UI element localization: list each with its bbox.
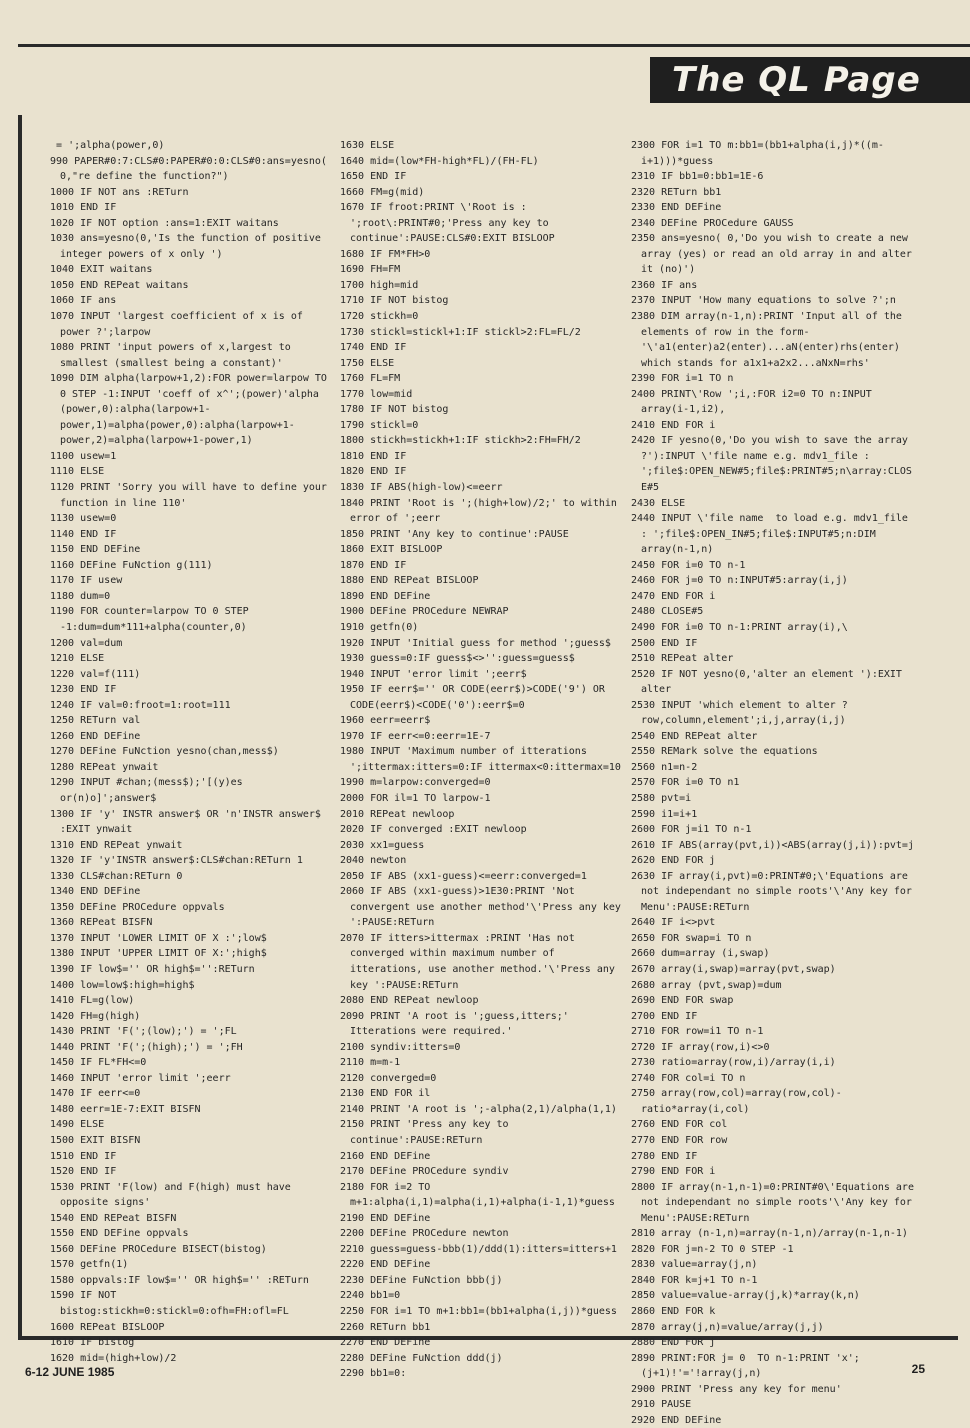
code-line: 2290 bb1=0: — [340, 1368, 407, 1380]
code-line: 2790 END FOR i — [631, 1166, 716, 1178]
code-line: 2890 PRINT:FOR j= 0 TO n-1:PRINT 'x';(j+1)!'='!array(j,n) — [631, 1352, 860, 1380]
code-line: 1870 END IF — [340, 559, 407, 571]
code-line: 2520 IF NOT yesno(0,'alter an element '):EXIT alter — [631, 668, 908, 696]
code-line: 2040 newton — [340, 855, 407, 867]
code-line: 2180 FOR i=2 TO m+1:alpha(i,1)=alpha(i,1)+alpha(i-1,1)*guess — [340, 1181, 615, 1209]
code-line: 1580 oppvals:IF low$='' OR high$='' :RETurn — [50, 1274, 309, 1286]
code-line: 2650 FOR swap=i TO n — [631, 932, 752, 944]
code-line: 2860 END FOR k — [631, 1306, 716, 1318]
code-line: 1840 PRINT 'Root is ';(high+low)/2;' to within error of ';eerr — [340, 497, 623, 525]
code-line: 1210 ELSE — [50, 653, 105, 665]
code-line: 2560 n1=n-2 — [631, 761, 698, 773]
code-line: 2710 FOR row=i1 TO n-1 — [631, 1026, 764, 1038]
code-line: 2280 DEFine FuNction ddd(j) — [340, 1352, 503, 1364]
code-line: 1090 DIM alpha(larpow+1,2):FOR power=larpow TO 0 STEP -1:INPUT 'coeff of x^';(power)'alpha (power,0):alpha(larpow+1-power,1)=alpha(power,0):alpha(larpow+1-power,2)=alpha(larpow+1-power,1) — [50, 373, 333, 447]
code-line: 1110 ELSE — [50, 466, 105, 478]
code-line: 2130 END FOR il — [340, 1088, 431, 1100]
code-line: 1730 stickl=stickl+1:IF stickl>2:FL=FL/2 — [340, 326, 581, 338]
code-line: 1160 DEFine FuNction g(111) — [50, 559, 213, 571]
code-line: 2720 IF array(row,i)<>0 — [631, 1041, 770, 1053]
code-line: 1910 getfn(0) — [340, 621, 419, 633]
code-line: 2380 DIM array(n-1,n):PRINT 'Input all of the elements of row in the form-'\'a1(enter)a2(enter)...aN(enter)rhs(enter) which stands for a1x1+a2x2...aNxN=rhs' — [631, 311, 908, 369]
code-line: 2660 dum=array (i,swap) — [631, 948, 770, 960]
code-line: 2470 END FOR i — [631, 590, 716, 602]
code-line: 1780 IF NOT bistog — [340, 404, 449, 416]
code-line: 2910 PAUSE — [631, 1399, 692, 1411]
code-line: 2690 END FOR swap — [631, 995, 734, 1007]
code-line: 1660 FM=g(mid) — [340, 186, 425, 198]
code-line: 2680 array (pvt,swap)=dum — [631, 979, 782, 991]
code-line: 1460 INPUT 'error limit ';eerr — [50, 1072, 231, 1084]
code-line: 1950 IF eerr$='' OR CODE(eerr$)>CODE('9') OR CODE(eerr$)<CODE('0'):eerr$=0 — [340, 684, 611, 711]
code-line: 1820 END IF — [340, 466, 407, 478]
code-line: 1410 FL=g(low) — [50, 995, 135, 1007]
code-line: 2270 END DEFine — [340, 1337, 431, 1349]
code-line: 2640 IF i<>pvt — [631, 917, 716, 929]
code-line: 1760 FL=FM — [340, 373, 401, 385]
code-line: 1140 END IF — [50, 528, 117, 540]
code-line: 2630 IF array(i,pvt)=0:PRINT#0;\'Equations are not independant no simple roots'\'Any key for Menu':PAUSE:RETurn — [631, 870, 918, 913]
code-line: 1750 ELSE — [340, 357, 395, 369]
top-rule — [18, 44, 970, 47]
code-line: 1600 REPeat BISLOOP — [50, 1321, 165, 1333]
code-line: 2250 FOR i=1 TO m+1:bb1=(bb1+alpha(i,j))*guess — [340, 1306, 617, 1318]
code-line: 1880 END REPeat BISLOOP — [340, 575, 479, 587]
code-line: 1810 END IF — [340, 450, 407, 462]
code-line: 1450 IF FL*FH<=0 — [50, 1057, 147, 1069]
code-line: 1650 END IF — [340, 171, 407, 183]
page-number: 25 — [911, 1362, 925, 1376]
code-line: 2060 IF ABS (xx1-guess)>1E30:PRINT 'Not convergent use another method'\'Press any key ':PAUSE:RETurn — [340, 886, 627, 929]
code-line: 2370 INPUT 'How many equations to solve ?';n — [631, 295, 896, 307]
code-line: 1590 IF NOT bistog:stickh=0:stickl=0:ofh=FH:ofl=FL — [50, 1290, 289, 1318]
code-line: 2010 REPeat newloop — [340, 808, 455, 820]
code-line: 2740 FOR col=i TO n — [631, 1072, 746, 1084]
code-line: 1900 DEFine PROCedure NEWRAP — [340, 606, 509, 618]
code-line: 1510 END IF — [50, 1150, 117, 1162]
code-line: 2500 END IF — [631, 637, 698, 649]
listing-column-3 — [631, 138, 920, 1428]
code-line: 2800 IF array(n-1,n-1)=0:PRINT#0\'Equations are not independant no simple roots'\'Any key for Menu':PAUSE:RETurn — [631, 1181, 920, 1224]
code-line: 1720 stickh=0 — [340, 311, 419, 323]
code-line: 1220 val=f(111) — [50, 668, 141, 680]
code-line: 1180 dum=0 — [50, 590, 111, 602]
code-line: 2350 ans=yesno( 0,'Do you wish to create a new array (yes) or read an old array in and alter it (no)') — [631, 233, 918, 276]
code-line: 1790 stickl=0 — [340, 419, 419, 431]
code-line: 2440 INPUT \'file name to load e.g. mdv1_file : ';file$:OPEN_IN#5;file$:INPUT#5;n:DIM array(n-1,n) — [631, 513, 914, 556]
code-line: 1130 usew=0 — [50, 513, 117, 525]
code-line: 1080 PRINT 'input powers of x,largest to smallest (smallest being a constant)' — [50, 342, 297, 369]
code-line: 1310 END REPeat ynwait — [50, 839, 183, 851]
code-line: 2110 m=m-1 — [340, 1057, 401, 1069]
code-line: 1620 mid=(high+low)/2 — [50, 1352, 177, 1364]
code-line: 1890 END DEFine — [340, 590, 431, 602]
code-line: 2420 IF yesno(0,'Do you wish to save the array ?'):INPUT \'file name e.g. mdv1_file : ';file$:OPEN_NEW#5;file$:PRINT#5;n\array:CLOSE#5 — [631, 435, 914, 494]
code-line: 1190 FOR counter=larpow TO 0 STEP -1:dum=dum*111+alpha(counter,0) — [50, 606, 255, 633]
code-line: 1610 IF bistog — [50, 1337, 135, 1349]
code-line: 2400 PRINT\'Row ';i,:FOR i2=0 TO n:INPUT array(i-1,i2), — [631, 388, 878, 416]
code-line: 1350 DEFine PROCedure oppvals — [50, 901, 225, 913]
code-line: 1960 eerr=eerr$ — [340, 715, 431, 727]
code-line: 2340 DEFine PROCedure GAUSS — [631, 217, 794, 229]
code-line: 1680 IF FM*FH>0 — [340, 248, 431, 260]
code-line: 1930 guess=0:IF guess$<>'':guess=guess$ — [340, 653, 575, 665]
code-line: 1100 usew=1 — [50, 450, 117, 462]
code-line: 1530 PRINT 'F(low) and F(high) must have opposite signs' — [50, 1181, 297, 1209]
code-line: 2150 PRINT 'Press any key to continue':PAUSE:RETurn — [340, 1119, 515, 1146]
code-line: 2090 PRINT 'A root is ';guess,itters;' Itterations were required.' — [340, 1010, 575, 1038]
code-line: 2120 converged=0 — [340, 1072, 437, 1084]
code-line: 1240 IF val=0:froot=1:root=111 — [50, 699, 231, 711]
code-line: 1390 IF low$='' OR high$='':RETurn — [50, 963, 255, 975]
code-line: 1330 CLS#chan:RETurn 0 — [50, 870, 183, 882]
code-line: 1470 IF eerr<=0 — [50, 1088, 141, 1100]
code-line: 1060 IF ans — [50, 295, 117, 307]
code-line: 1400 low=low$:high=high$ — [50, 979, 195, 991]
code-line: 2590 i1=i+1 — [631, 808, 698, 820]
code-line: 2410 END FOR i — [631, 419, 716, 431]
code-line: 1980 INPUT 'Maximum number of itterations ';ittermax:itters=0:IF ittermax<0:ittermax=10 — [340, 746, 621, 773]
code-line: 2820 FOR j=n-2 TO 0 STEP -1 — [631, 1243, 794, 1255]
code-line: 2700 END IF — [631, 1010, 698, 1022]
code-line: 2450 FOR i=0 TO n-1 — [631, 559, 746, 571]
code-line: = ';alpha(power,0) — [50, 140, 165, 151]
code-line: 1990 m=larpow:converged=0 — [340, 777, 491, 789]
code-line: 2610 IF ABS(array(pvt,i))<ABS(array(j,i)):pvt=j — [631, 839, 914, 851]
code-line: 1000 IF NOT ans :RETurn — [50, 186, 189, 198]
code-line: 1020 IF NOT option :ans=1:EXIT waitans — [50, 217, 279, 229]
code-line: 2330 END DEFine — [631, 202, 722, 214]
code-line: 2020 IF converged :EXIT newloop — [340, 824, 527, 836]
code-line: 1420 FH=g(high) — [50, 1010, 141, 1022]
code-line: 2880 END FOR j — [631, 1337, 716, 1349]
code-line: 1970 IF eerr<=0:eerr=1E-7 — [340, 730, 491, 742]
code-line: 1040 EXIT waitans — [50, 264, 153, 276]
code-line: 2780 END IF — [631, 1150, 698, 1162]
code-line: 1550 END DEFine oppvals — [50, 1228, 189, 1240]
code-line: 2550 REMark solve the equations — [631, 746, 818, 758]
code-line: 2670 array(i,swap)=array(pvt,swap) — [631, 963, 836, 975]
code-line: 2320 RETurn bb1 — [631, 186, 722, 198]
code-line: 1170 IF usew — [50, 575, 123, 587]
code-line: 1250 RETurn val — [50, 715, 141, 727]
code-line: 2300 FOR i=1 TO m:bb1=(bb1+alpha(i,j)*((m-i+1)))*guess — [631, 140, 884, 167]
code-line: 2430 ELSE — [631, 497, 686, 509]
code-line: 2510 REPeat alter — [631, 653, 734, 665]
code-line: 2600 FOR j=i1 TO n-1 — [631, 824, 752, 836]
code-line: 2490 FOR i=0 TO n-1:PRINT array(i),\ — [631, 621, 848, 633]
code-line: 2210 guess=guess-bbb(1)/ddd(1):itters=itters+1 — [340, 1243, 617, 1255]
code-line: 1440 PRINT 'F(';(high);') = ';FH — [50, 1041, 243, 1053]
code-line: 1050 END REPeat waitans — [50, 279, 189, 291]
code-line: 2160 END DEFine — [340, 1150, 431, 1162]
code-line: 1500 EXIT BISFN — [50, 1135, 141, 1146]
code-line: 2000 FOR il=1 TO larpow-1 — [340, 792, 491, 804]
code-line: 2570 FOR i=0 TO n1 — [631, 777, 740, 789]
code-line: 2810 array (n-1,n)=array(n-1,n)/array(n-1,n-1) — [631, 1228, 908, 1240]
code-line: 1920 INPUT 'Initial guess for method ';guess$ — [340, 637, 611, 649]
code-line: 1520 END IF — [50, 1166, 117, 1178]
code-line: 1260 END DEFine — [50, 730, 141, 742]
code-line: 1800 stickh=stickh+1:IF stickh>2:FH=FH/2 — [340, 435, 581, 447]
code-line: 2070 IF itters>ittermax :PRINT 'Has not converged within maximum number of itterations, use another method.'\'Press any key ':PAUSE:RETurn — [340, 932, 621, 991]
code-line: 1690 FH=FM — [340, 264, 401, 276]
code-line: 990 PAPER#0:7:CLS#0:PAPER#0:0:CLS#0:ans=yesno( 0,"re define the function?") — [50, 155, 333, 183]
code-line: 2620 END FOR j — [631, 855, 716, 867]
code-line: 2050 IF ABS (xx1-guess)<=eerr:converged=1 — [340, 870, 587, 882]
code-line: 1640 mid=(low*FH-high*FL)/(FH-FL) — [340, 155, 539, 167]
code-line: 2870 array(j,n)=value/array(j,j) — [631, 1321, 824, 1333]
code-line: 1480 eerr=1E-7:EXIT BISFN — [50, 1103, 201, 1115]
code-line: 1070 INPUT 'largest coefficient of x is of power ?';larpow — [50, 311, 309, 338]
code-line: 1570 getfn(1) — [50, 1259, 129, 1271]
code-line: 2140 PRINT 'A root is ';-alpha(2,1)/alpha(1,1) — [340, 1103, 617, 1115]
code-line: 2190 END DEFine — [340, 1212, 431, 1224]
code-line: 1300 IF 'y' INSTR answer$ OR 'n'INSTR answer$ :EXIT ynwait — [50, 808, 327, 836]
code-line: 2530 INPUT 'which element to alter ? row,column,element';i,j,array(i,j) — [631, 699, 854, 727]
code-line: 1670 IF froot:PRINT \'Root is : ';root\:PRINT#0;'Press any key to continue':PAUSE:CLS#0:EXIT BISLOOP — [340, 202, 555, 245]
code-line: 1700 high=mid — [340, 279, 419, 291]
code-line: 2390 FOR i=1 TO n — [631, 373, 734, 385]
code-line: 1030 ans=yesno(0,'Is the function of positive integer powers of x only ') — [50, 233, 327, 260]
code-line: 2460 FOR j=0 TO n:INPUT#5:array(i,j) — [631, 575, 848, 587]
code-line: 1320 IF 'y'INSTR answer$:CLS#chan:RETurn 1 — [50, 855, 303, 867]
code-line: 1540 END REPeat BISFN — [50, 1212, 177, 1224]
code-line: 2170 DEFine PROCedure syndiv — [340, 1166, 509, 1178]
code-line: 1270 DEFine FuNction yesno(chan,mess$) — [50, 746, 279, 758]
listing-column-1 — [50, 138, 335, 1366]
code-line: 1290 INPUT #chan;(mess$);'[(y)es or(n)o]';answer$ — [50, 777, 249, 804]
code-line: 2770 END FOR row — [631, 1135, 728, 1146]
code-line: 2750 array(row,col)=array(row,col)-ratio*array(i,col) — [631, 1088, 842, 1115]
code-line: 2230 DEFine FuNction bbb(j) — [340, 1274, 503, 1286]
code-line: 2310 IF bb1=0:bb1=1E-6 — [631, 171, 764, 183]
code-line: 2540 END REPeat alter — [631, 730, 758, 742]
code-line: 2220 END DEFine — [340, 1259, 431, 1271]
code-line: 2730 ratio=array(row,i)/array(i,i) — [631, 1057, 836, 1069]
code-line: 2030 xx1=guess — [340, 839, 425, 851]
code-line: 1740 END IF — [340, 342, 407, 354]
code-line: 1850 PRINT 'Any key to continue':PAUSE — [340, 528, 569, 540]
code-line: 1430 PRINT 'F(';(low);') = ';FL — [50, 1026, 237, 1038]
code-line: 1770 low=mid — [340, 388, 413, 400]
code-line: 1940 INPUT 'error limit ';eerr$ — [340, 668, 527, 680]
code-line: 2760 END FOR col — [631, 1119, 728, 1131]
code-line: 1830 IF ABS(high-low)<=eerr — [340, 482, 503, 494]
code-line: 1150 END DEFine — [50, 544, 141, 556]
issue-date: 6-12 JUNE 1985 — [25, 1365, 115, 1379]
code-line: 2240 bb1=0 — [340, 1290, 401, 1302]
code-line: 1120 PRINT 'Sorry you will have to define your function in line 110' — [50, 482, 333, 509]
code-line: 2200 DEFine PROCedure newton — [340, 1228, 509, 1240]
code-line: 2840 FOR k=j+1 TO n-1 — [631, 1274, 758, 1286]
code-line: 2900 PRINT 'Press any key for menu' — [631, 1383, 842, 1395]
code-line: 2920 END DEFine — [631, 1414, 722, 1426]
code-line: 1200 val=dum — [50, 637, 123, 649]
code-line: 1280 REPeat ynwait — [50, 761, 159, 773]
code-line: 2260 RETurn bb1 — [340, 1321, 431, 1333]
code-line: 1010 END IF — [50, 202, 117, 214]
code-line: 1560 DEFine PROCedure BISECT(bistog) — [50, 1243, 267, 1255]
code-line: 1490 ELSE — [50, 1119, 105, 1131]
code-line: 1230 END IF — [50, 684, 117, 696]
page-title: The QL Page — [650, 57, 970, 103]
code-line: 1710 IF NOT bistog — [340, 295, 449, 307]
code-line: 2360 IF ans — [631, 279, 698, 291]
code-line: 2830 value=array(j,n) — [631, 1259, 758, 1271]
code-line: 2580 pvt=i — [631, 792, 692, 804]
code-line: 1380 INPUT 'UPPER LIMIT OF X:';high$ — [50, 948, 267, 960]
code-line: 1860 EXIT BISLOOP — [340, 544, 443, 556]
code-line: 1630 ELSE — [340, 140, 395, 151]
code-line: 2100 syndiv:itters=0 — [340, 1041, 461, 1053]
code-line: 2480 CLOSE#5 — [631, 606, 704, 618]
code-line: 1340 END DEFine — [50, 886, 141, 898]
code-line: 2080 END REPeat newloop — [340, 995, 479, 1007]
code-line: 1370 INPUT 'LOWER LIMIT OF X :';low$ — [50, 932, 267, 944]
listing-column-2 — [340, 138, 626, 1382]
code-line: 2850 value=value-array(j,k)*array(k,n) — [631, 1290, 860, 1302]
code-line: 1360 REPeat BISFN — [50, 917, 153, 929]
